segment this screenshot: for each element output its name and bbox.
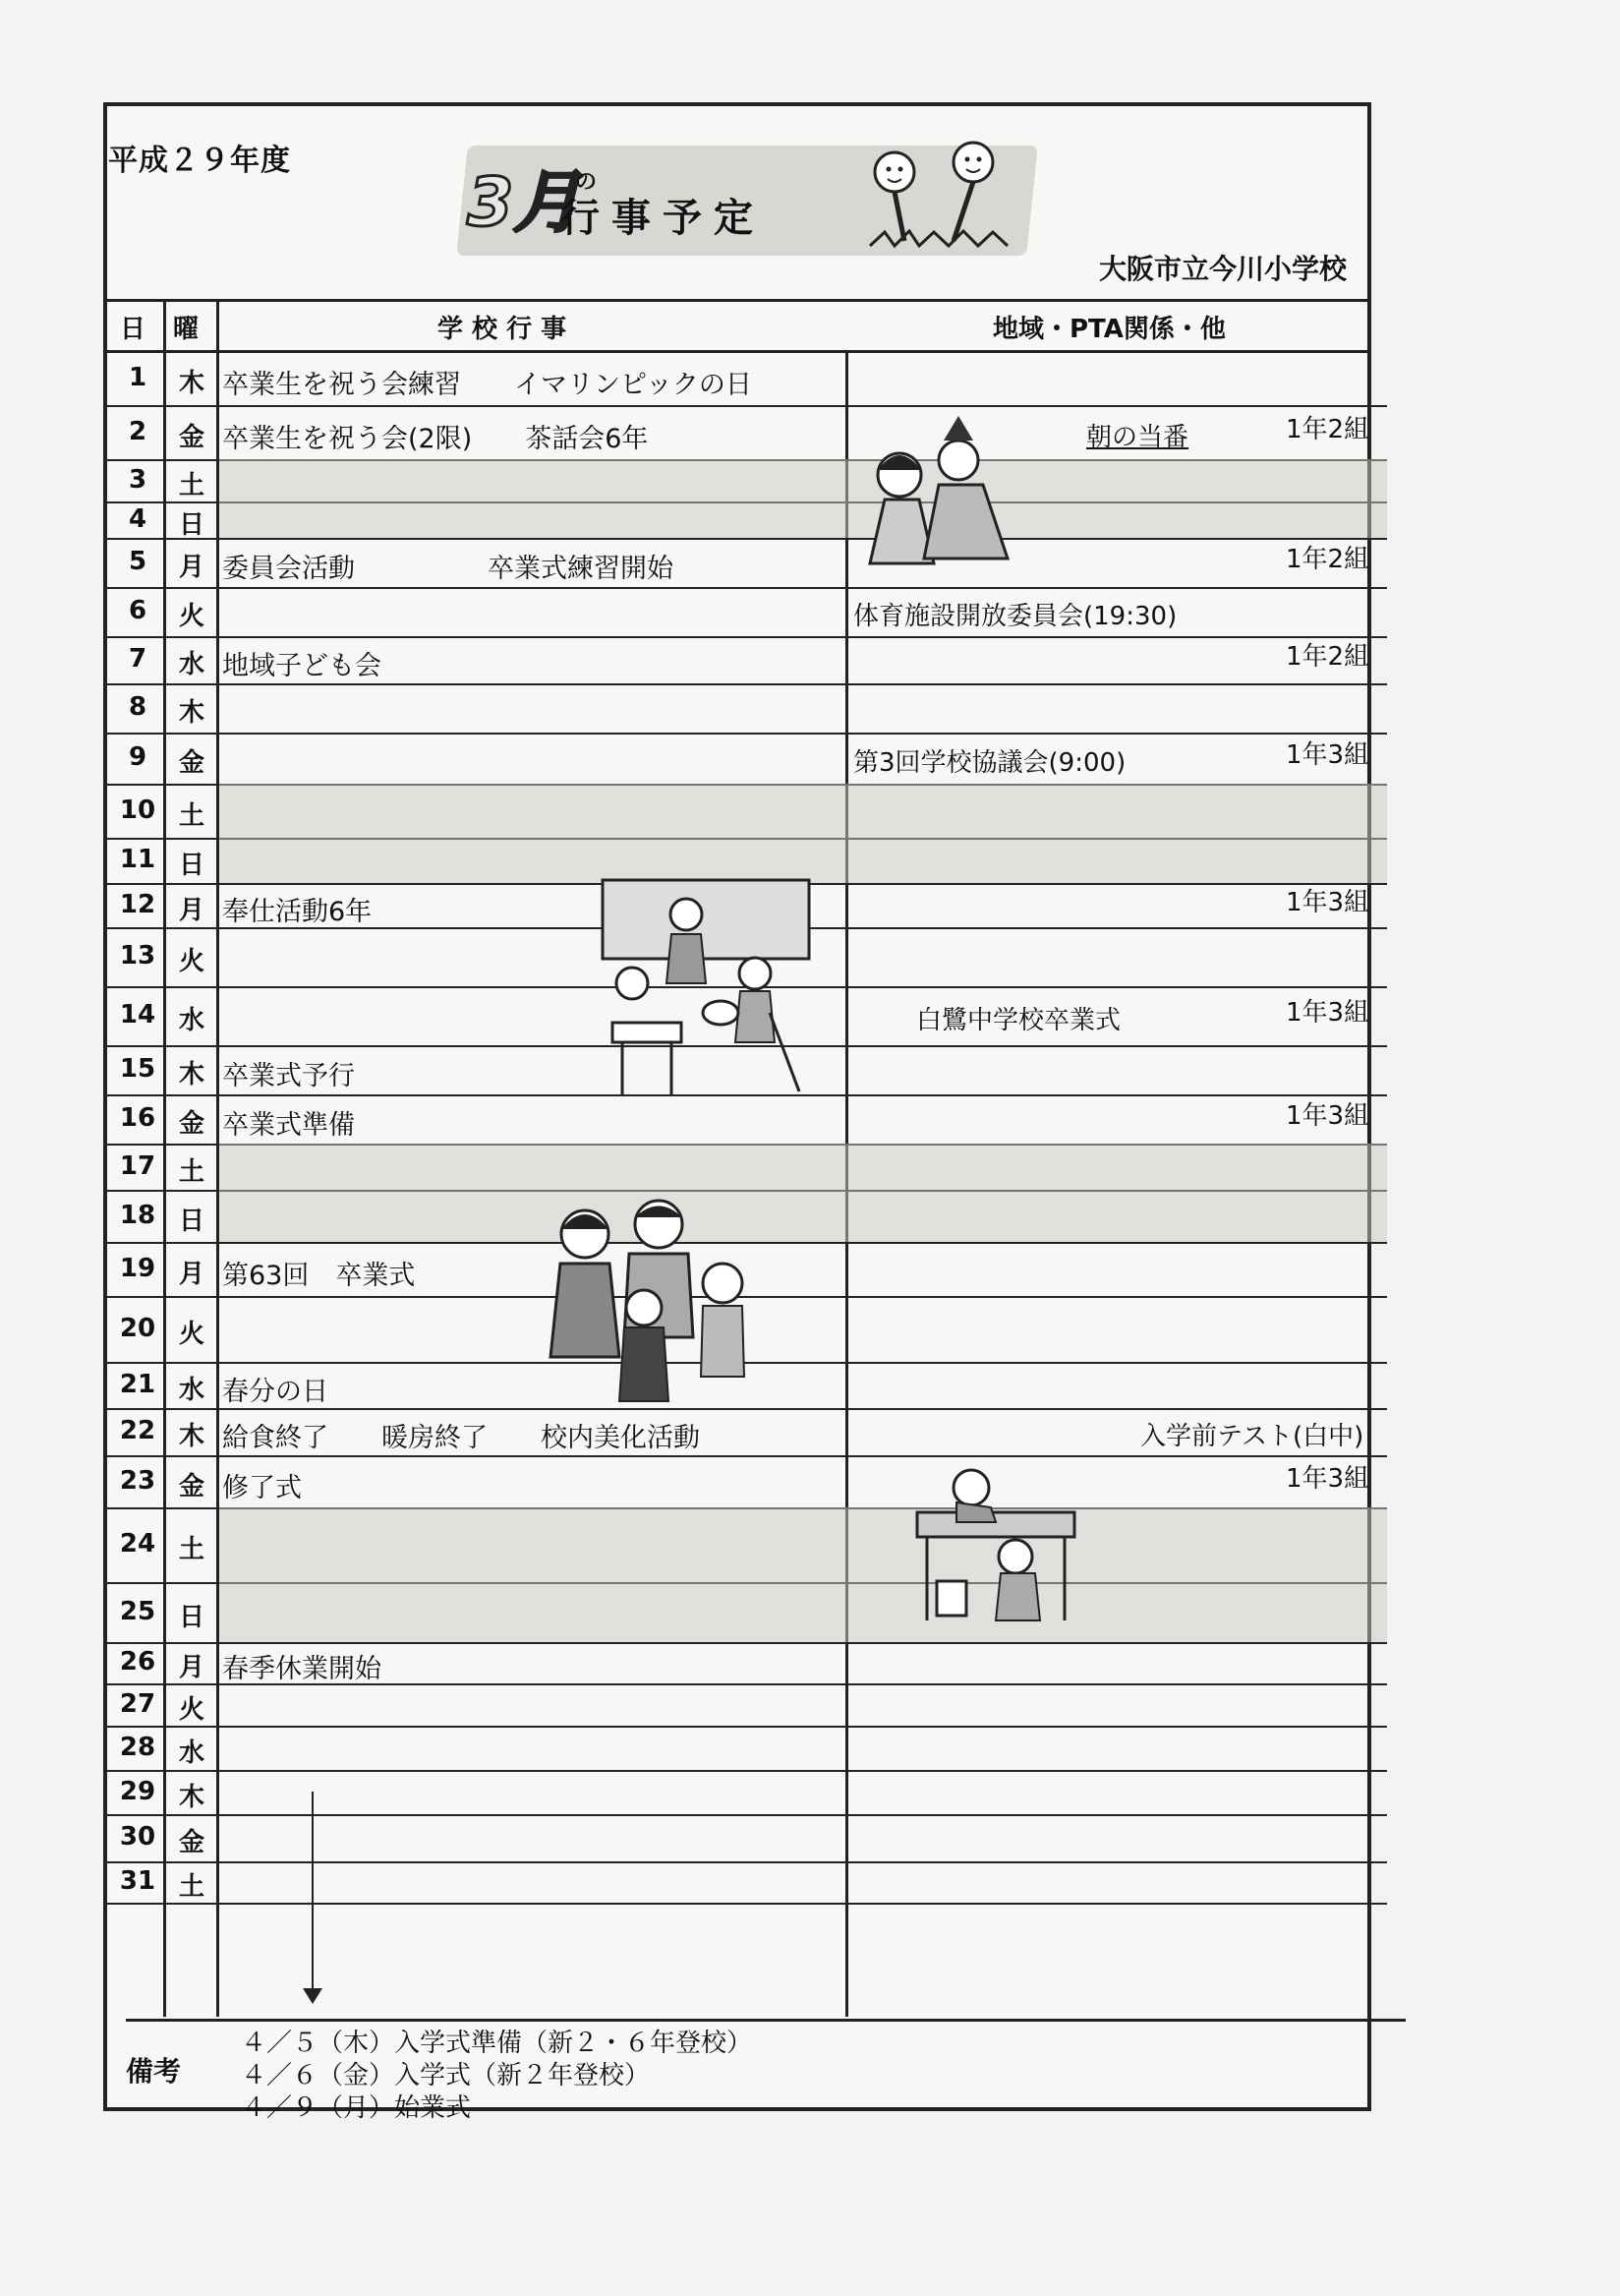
row-divider — [107, 1455, 1387, 1457]
graduation-children-icon — [526, 1190, 767, 1416]
row-day: 25 — [119, 1596, 156, 1626]
row-day: 26 — [119, 1647, 156, 1677]
note-line-1: ４／５（木）入学式準備（新２・６年登校） — [241, 2029, 753, 2058]
row-school-event: 奉仕活動6年 — [222, 896, 373, 927]
flower-characters-icon — [865, 138, 1042, 256]
row-day: 2 — [128, 416, 147, 446]
row-day: 5 — [128, 547, 147, 576]
row-weekday: 土 — [178, 1156, 204, 1187]
row-community-event: 白鷺中学校卒業式 — [916, 1006, 1122, 1035]
col-header-day: 日 — [120, 314, 146, 344]
row-day: 15 — [119, 1054, 156, 1084]
row-day: 11 — [119, 845, 156, 874]
row-day: 16 — [119, 1103, 156, 1133]
row-divider — [107, 683, 1387, 685]
row-day: 21 — [119, 1369, 156, 1399]
row-weekday: 土 — [178, 470, 204, 500]
weekend-shading — [219, 1190, 1387, 1242]
row-duty-class: 1年2組 — [1286, 642, 1370, 672]
row-weekday: 土 — [178, 1872, 204, 1902]
row-weekday: 日 — [178, 1602, 204, 1632]
row-weekday: 水 — [178, 1006, 204, 1035]
row-day: 28 — [119, 1732, 156, 1762]
row-weekday: 土 — [178, 1535, 204, 1564]
studying-children-icon — [907, 1463, 1084, 1635]
row-weekday: 木 — [178, 1422, 204, 1451]
row-day: 8 — [128, 692, 147, 722]
row-day: 6 — [128, 596, 147, 625]
row-duty-class: 1年2組 — [1286, 545, 1370, 574]
row-divider — [107, 1861, 1387, 1863]
row-day: 14 — [119, 1000, 156, 1030]
school-name: 大阪市立今川小学校 — [1099, 253, 1348, 285]
row-day: 9 — [128, 742, 147, 772]
row-day: 19 — [119, 1253, 156, 1283]
row-weekday: 木 — [178, 369, 204, 398]
row-weekday: 金 — [178, 1828, 204, 1857]
col-header-school-events: 学 校 行 事 — [437, 314, 567, 344]
row-duty-class: 1年3組 — [1286, 998, 1370, 1028]
row-weekday: 火 — [178, 1694, 204, 1725]
row-divider — [107, 1814, 1387, 1816]
title-month: 3月 — [467, 164, 581, 242]
row-day: 7 — [128, 644, 147, 674]
row-weekday: 金 — [178, 1109, 204, 1139]
row-school-event: 卒業生を祝う会練習 イマリンピックの日 — [222, 370, 752, 400]
row-day: 24 — [119, 1529, 156, 1559]
row-weekday: 日 — [178, 509, 204, 540]
row-duty-class: 1年3組 — [1286, 887, 1370, 917]
note-line-3: ４／９（月）始業式 — [241, 2093, 472, 2123]
row-school-event: 委員会活動 卒業式練習開始 — [222, 554, 673, 584]
weekend-shading — [219, 1507, 1387, 1582]
row-school-event: 第63回 卒業式 — [222, 1260, 416, 1291]
col-header-dow: 曜 — [173, 314, 200, 344]
cleaning-children-icon — [593, 875, 819, 1101]
row-day: 10 — [119, 795, 156, 825]
row-weekday: 金 — [178, 1471, 204, 1501]
row-weekday: 火 — [178, 947, 204, 976]
weekend-shading — [219, 501, 1387, 538]
weekend-shading — [219, 459, 1387, 501]
row-school-event: 春季休業開始 — [222, 1654, 381, 1684]
row-community-event: 朝の当番 — [1086, 422, 1189, 452]
row-weekday: 月 — [178, 1259, 204, 1289]
spring-break-arrow-head — [303, 1988, 322, 2004]
row-day: 4 — [128, 503, 147, 534]
row-divider — [107, 587, 1387, 589]
weekend-shading — [219, 1144, 1387, 1190]
row-day: 20 — [119, 1313, 156, 1343]
row-school-event: 卒業式準備 — [222, 1110, 355, 1141]
row-school-event: 給食終了 暖房終了 校内美化活動 — [222, 1423, 700, 1453]
row-divider — [107, 1726, 1387, 1728]
row-weekday: 月 — [178, 895, 204, 925]
col-header-community: 地域・PTA関係・他 — [993, 314, 1226, 344]
row-weekday: 木 — [178, 698, 204, 728]
notes-divider — [126, 2019, 1406, 2022]
row-school-event: 地域子ども会 — [222, 651, 381, 681]
row-school-event: 卒業式予行 — [222, 1061, 355, 1091]
row-divider — [107, 636, 1387, 638]
row-weekday: 日 — [178, 1206, 204, 1236]
row-school-event: 春分の日 — [222, 1376, 328, 1407]
row-community-event: 第3回学校協議会(9:00) — [853, 748, 1127, 778]
row-weekday: 木 — [178, 1782, 204, 1812]
row-weekday: 月 — [178, 1653, 204, 1682]
row-community-event: 体育施設開放委員会(19:30) — [853, 602, 1178, 631]
column-header-divider — [103, 350, 1371, 353]
row-weekday: 木 — [178, 1060, 204, 1089]
notes-label: 備考 — [126, 2055, 182, 2088]
row-weekday: 金 — [178, 748, 204, 778]
row-day: 12 — [119, 889, 156, 919]
row-community-event: 入学前テスト(白中) — [1140, 1422, 1364, 1451]
note-line-2: ４／６（金）入学式（新２年登校） — [241, 2061, 651, 2090]
row-weekday: 火 — [178, 1319, 204, 1349]
row-day: 22 — [119, 1416, 156, 1445]
row-day: 1 — [128, 363, 147, 392]
title-text: 行事予定 — [560, 196, 765, 241]
row-day: 30 — [119, 1822, 156, 1852]
row-school-event: 卒業生を祝う会(2限) 茶話会6年 — [222, 423, 649, 454]
row-weekday: 水 — [178, 1375, 204, 1405]
hina-dolls-icon — [845, 401, 1012, 568]
row-day: 13 — [119, 941, 156, 971]
row-day: 18 — [119, 1200, 156, 1230]
fiscal-year: 平成２９年度 — [108, 144, 291, 178]
day-column-line — [163, 301, 166, 2017]
row-divider — [107, 1642, 1387, 1644]
row-duty-class: 1年3組 — [1286, 740, 1370, 770]
row-divider — [107, 1903, 1387, 1905]
row-day: 31 — [119, 1866, 156, 1896]
row-day: 17 — [119, 1150, 156, 1181]
row-weekday: 金 — [178, 422, 204, 452]
weekend-shading — [219, 1582, 1387, 1642]
row-day: 27 — [119, 1688, 156, 1719]
row-weekday: 火 — [178, 602, 204, 631]
row-duty-class: 1年3組 — [1286, 1463, 1370, 1494]
row-day: 29 — [119, 1776, 156, 1806]
row-divider — [107, 733, 1387, 735]
row-weekday: 土 — [178, 800, 204, 831]
row-school-event: 修了式 — [222, 1472, 302, 1503]
row-duty-class: 1年2組 — [1286, 414, 1370, 444]
row-duty-class: 1年3組 — [1286, 1101, 1370, 1131]
title-particle: の — [575, 170, 598, 195]
row-weekday: 月 — [178, 553, 204, 582]
row-divider — [107, 1770, 1387, 1772]
weekend-shading — [219, 784, 1387, 838]
row-divider — [107, 405, 1387, 407]
row-divider — [107, 538, 1387, 540]
row-weekday: 水 — [178, 1737, 204, 1768]
row-weekday: 水 — [178, 650, 204, 679]
row-day: 3 — [128, 464, 147, 495]
row-weekday: 日 — [178, 851, 204, 880]
spring-break-arrow-line — [312, 1792, 314, 1993]
row-day: 23 — [119, 1465, 156, 1496]
